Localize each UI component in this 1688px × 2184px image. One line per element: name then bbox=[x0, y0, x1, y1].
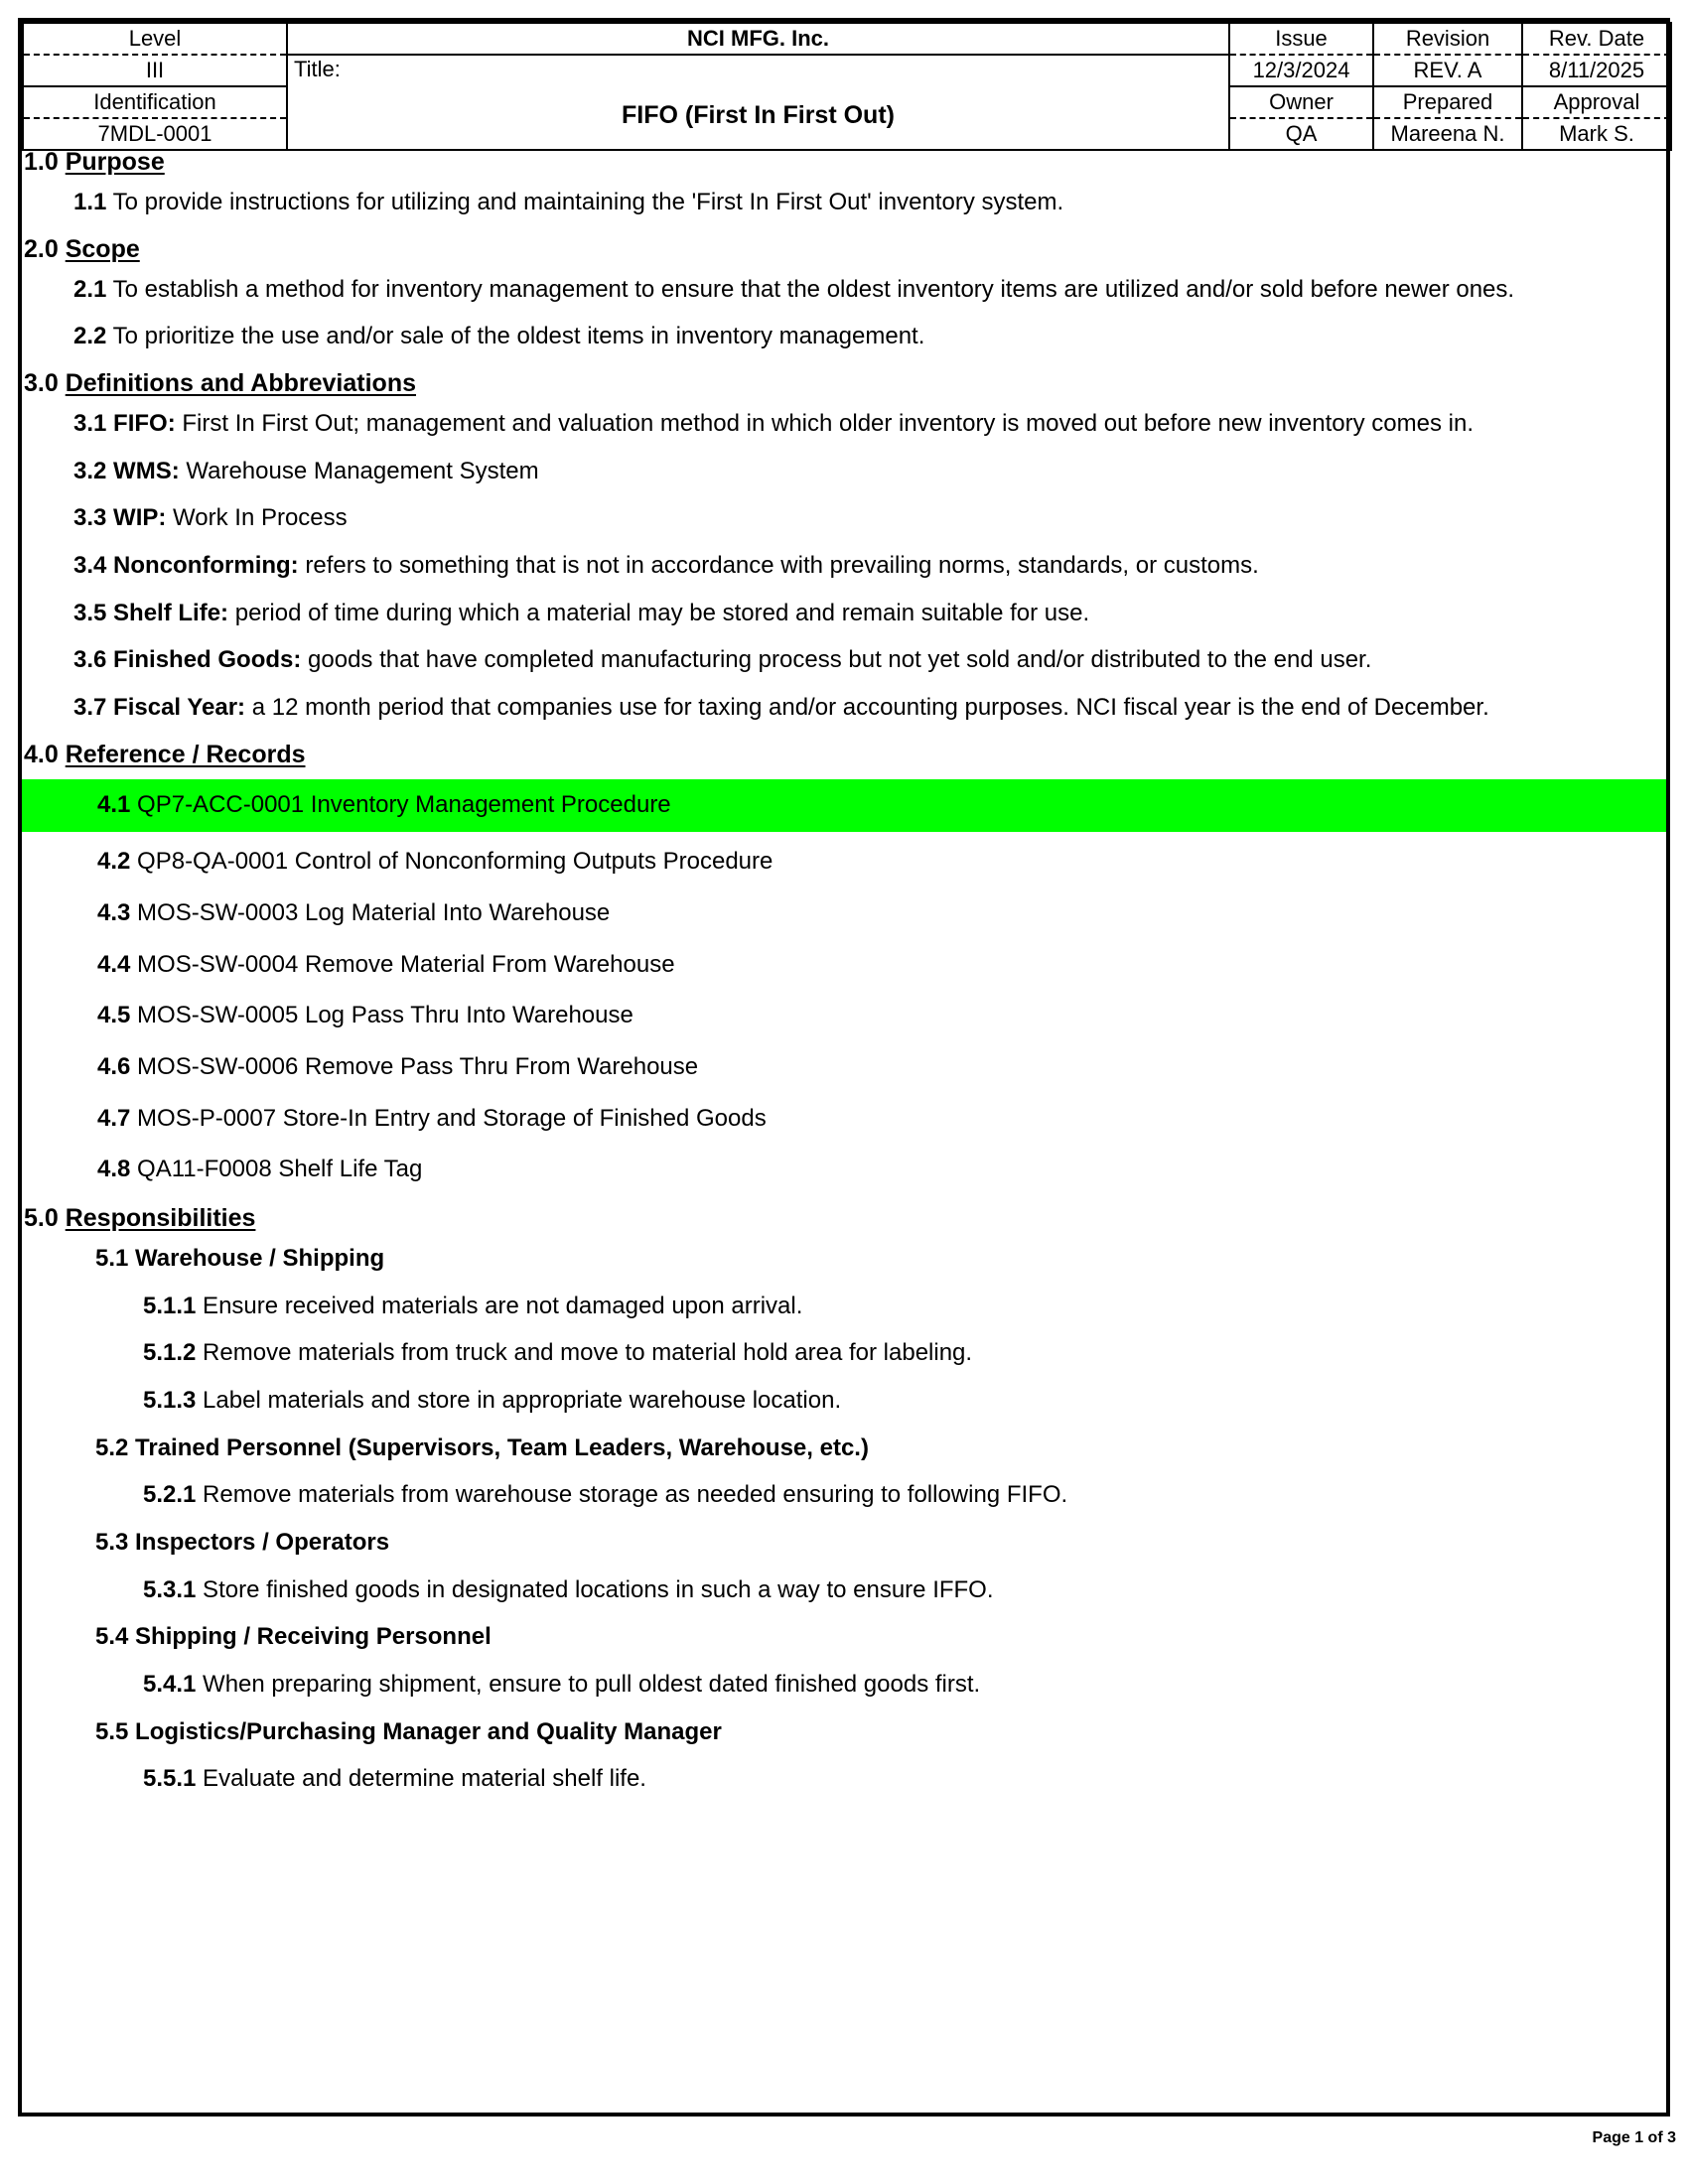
section-number: 1.0 bbox=[24, 148, 59, 176]
responsibility-text: Store finished goods in designated locations in such a way to ensure IFFO. bbox=[196, 1575, 994, 1603]
definition-3-1 bbox=[73, 408, 1666, 440]
clause-1-1 bbox=[73, 187, 1666, 218]
identification-label: Identification bbox=[23, 86, 287, 118]
definition-number: 3.6 bbox=[73, 646, 107, 674]
clause-number: 2.1 bbox=[73, 275, 107, 303]
reference-text: MOS-P-0007 Store-In Entry and Storage of Finished Goods bbox=[130, 1104, 767, 1132]
reference-number: 4.5 bbox=[97, 1002, 131, 1029]
definition-term: Shelf Life: bbox=[106, 599, 229, 626]
definition-term: Finished Goods: bbox=[106, 646, 302, 674]
responsibility-number: 5.4.1 bbox=[143, 1671, 197, 1699]
responsibility-number: 5.1.1 bbox=[143, 1292, 197, 1319]
reference-text: MOS-SW-0006 Remove Pass Thru From Warehouse bbox=[130, 1053, 699, 1081]
reference-number: 4.1 bbox=[97, 790, 131, 818]
level-label: Level bbox=[23, 23, 287, 55]
owner-value: QA bbox=[1229, 118, 1373, 150]
clause-number: 1.1 bbox=[73, 189, 107, 215]
reference-text: QP8-QA-0001 Control of Nonconforming Outputs Procedure bbox=[130, 848, 774, 876]
definition-term: WMS: bbox=[106, 457, 180, 484]
responsibility-text: Label materials and store in appropriate warehouse location. bbox=[196, 1387, 842, 1415]
clause-text: To prioritize the use and/or sale of the oldest items in inventory management. bbox=[106, 323, 925, 350]
responsibility-group-heading: 5.4 Shipping / Receiving Personnel bbox=[95, 1623, 492, 1651]
responsibility-number: 5.3.1 bbox=[143, 1575, 197, 1603]
responsibility-group-heading: 5.1 Warehouse / Shipping bbox=[95, 1245, 385, 1273]
clause-2-1 bbox=[73, 274, 1666, 306]
section-title: Reference / Records bbox=[65, 740, 306, 768]
section-heading-definitions bbox=[24, 368, 1666, 398]
responsibility-text: Ensure received materials are not damaged upon arrival. bbox=[196, 1292, 803, 1319]
reference-item-highlighted bbox=[22, 779, 1666, 833]
document-title-cell bbox=[287, 55, 1229, 150]
reference-item bbox=[22, 947, 1666, 983]
section-heading-scope bbox=[24, 234, 1666, 264]
company-name: NCI MFG. Inc. bbox=[287, 23, 1229, 55]
reference-item bbox=[22, 895, 1666, 931]
responsibility-number: 5.1.3 bbox=[143, 1387, 197, 1415]
responsibility-item bbox=[143, 1291, 1666, 1322]
reference-text: MOS-SW-0004 Remove Material From Warehouse bbox=[130, 950, 675, 978]
section-title: Scope bbox=[65, 234, 140, 263]
section-heading-references bbox=[24, 740, 1666, 769]
responsibility-text: When preparing shipment, ensure to pull oldest dated finished goods first. bbox=[196, 1671, 981, 1699]
definition-term: WIP: bbox=[106, 504, 167, 532]
responsibility-group-heading: 5.3 Inspectors / Operators bbox=[95, 1529, 390, 1557]
reference-item bbox=[22, 1101, 1666, 1137]
prepared-label: Prepared bbox=[1373, 86, 1522, 118]
reference-text: MOS-SW-0003 Log Material Into Warehouse bbox=[130, 899, 611, 927]
definition-number: 3.2 bbox=[73, 457, 107, 484]
section-heading-responsibilities bbox=[24, 1203, 1666, 1233]
responsibility-text: Remove materials from truck and move to material hold area for labeling. bbox=[196, 1339, 973, 1367]
responsibility-item bbox=[143, 1574, 1666, 1606]
rev-date-value: 8/11/2025 bbox=[1522, 55, 1671, 86]
document-frame bbox=[18, 18, 1670, 2116]
reference-item bbox=[22, 998, 1666, 1033]
responsibility-group-heading: 5.2 Trained Personnel (Supervisors, Team Leaders, Warehouse, etc.) bbox=[95, 1433, 869, 1461]
definition-3-4 bbox=[73, 550, 1666, 582]
clause-number: 2.2 bbox=[73, 323, 107, 350]
definition-text: refers to something that is not in accordance with prevailing norms, standards, or customs. bbox=[298, 552, 1259, 580]
reference-text: QA11-F0008 Shelf Life Tag bbox=[130, 1156, 423, 1183]
header-row-2 bbox=[23, 55, 1671, 86]
reference-number: 4.6 bbox=[97, 1053, 131, 1081]
clause-text: To establish a method for inventory management to ensure that the oldest inventory items are utilized and/or sold before newer ones. bbox=[106, 275, 1515, 303]
section-heading-purpose bbox=[24, 147, 1666, 177]
identification-value: 7MDL-0001 bbox=[23, 118, 287, 150]
definition-number: 3.4 bbox=[73, 552, 107, 580]
definition-number: 3.1 bbox=[73, 410, 107, 438]
header-row-1 bbox=[23, 23, 1671, 55]
definition-3-7 bbox=[73, 692, 1666, 724]
reference-item bbox=[22, 1049, 1666, 1085]
responsibility-group-heading: 5.5 Logistics/Purchasing Manager and Quality Manager bbox=[95, 1717, 722, 1745]
clause-2-2 bbox=[73, 321, 1666, 352]
reference-text: QP7-ACC-0001 Inventory Management Procedure bbox=[130, 790, 671, 818]
responsibility-number: 5.2.1 bbox=[143, 1481, 197, 1509]
definition-number: 3.5 bbox=[73, 599, 107, 626]
section-number: 4.0 bbox=[24, 740, 59, 768]
title-label: Title: bbox=[294, 57, 341, 81]
section-number: 5.0 bbox=[24, 1204, 59, 1233]
responsibility-text: Remove materials from warehouse storage as needed ensuring to following FIFO. bbox=[196, 1481, 1068, 1509]
definition-term: Fiscal Year: bbox=[106, 694, 246, 722]
reference-text: MOS-SW-0005 Log Pass Thru Into Warehouse bbox=[130, 1002, 633, 1029]
document-header-table bbox=[22, 22, 1672, 151]
owner-label: Owner bbox=[1229, 86, 1373, 118]
responsibility-number: 5.5.1 bbox=[143, 1765, 197, 1793]
section-number: 3.0 bbox=[24, 369, 59, 398]
reference-number: 4.4 bbox=[97, 950, 131, 978]
rev-date-label: Rev. Date bbox=[1522, 23, 1671, 55]
page-footer: Page 1 of 3 bbox=[1592, 2129, 1676, 2146]
responsibility-item bbox=[143, 1385, 1666, 1417]
definition-number: 3.7 bbox=[73, 694, 107, 722]
section-title: Purpose bbox=[65, 148, 165, 176]
reference-number: 4.2 bbox=[97, 848, 131, 876]
reference-item bbox=[22, 1152, 1666, 1187]
definition-number: 3.3 bbox=[73, 504, 107, 532]
responsibility-item bbox=[143, 1669, 1666, 1701]
definition-3-5 bbox=[73, 598, 1666, 629]
responsibility-text: Evaluate and determine material shelf life. bbox=[196, 1765, 646, 1793]
responsibility-item bbox=[143, 1479, 1666, 1511]
definition-3-2 bbox=[73, 456, 1666, 487]
prepared-value: Mareena N. bbox=[1373, 118, 1522, 150]
issue-label: Issue bbox=[1229, 23, 1373, 55]
document-body bbox=[22, 141, 1666, 1811]
definition-text: period of time during which a material may be stored and remain suitable for use. bbox=[228, 599, 1090, 626]
approval-value: Mark S. bbox=[1522, 118, 1671, 150]
clause-text: To provide instructions for utilizing and maintaining the 'First In First Out' inventory system. bbox=[106, 189, 1064, 215]
revision-label: Revision bbox=[1373, 23, 1522, 55]
level-value: III bbox=[23, 55, 287, 86]
responsibility-item bbox=[143, 1337, 1666, 1369]
definition-text: Warehouse Management System bbox=[179, 457, 539, 484]
definition-term: Nonconforming: bbox=[106, 552, 299, 580]
reference-item bbox=[22, 844, 1666, 880]
section-title: Definitions and Abbreviations bbox=[65, 369, 416, 398]
definition-text: Work In Process bbox=[166, 504, 348, 532]
section-number: 2.0 bbox=[24, 234, 59, 263]
approval-label: Approval bbox=[1522, 86, 1671, 118]
page-title: FIFO (First In First Out) bbox=[622, 100, 895, 129]
responsibility-number: 5.1.2 bbox=[143, 1339, 197, 1367]
definition-term: FIFO: bbox=[106, 410, 176, 438]
definition-3-3 bbox=[73, 502, 1666, 534]
definition-text: First In First Out; management and valuation method in which older inventory is moved out before new inventory comes in. bbox=[175, 410, 1474, 438]
definition-text: a 12 month period that companies use for taxing and/or accounting purposes. NCI fiscal year is the end of December. bbox=[245, 694, 1489, 722]
revision-value: REV. A bbox=[1373, 55, 1522, 86]
section-title: Responsibilities bbox=[65, 1204, 256, 1233]
reference-number: 4.8 bbox=[97, 1156, 131, 1183]
responsibility-item bbox=[143, 1763, 1666, 1795]
issue-value: 12/3/2024 bbox=[1229, 55, 1373, 86]
reference-number: 4.3 bbox=[97, 899, 131, 927]
reference-number: 4.7 bbox=[97, 1104, 131, 1132]
definition-3-6 bbox=[73, 644, 1666, 676]
definition-text: goods that have completed manufacturing process but not yet sold and/or distributed to the end user. bbox=[301, 646, 1372, 674]
